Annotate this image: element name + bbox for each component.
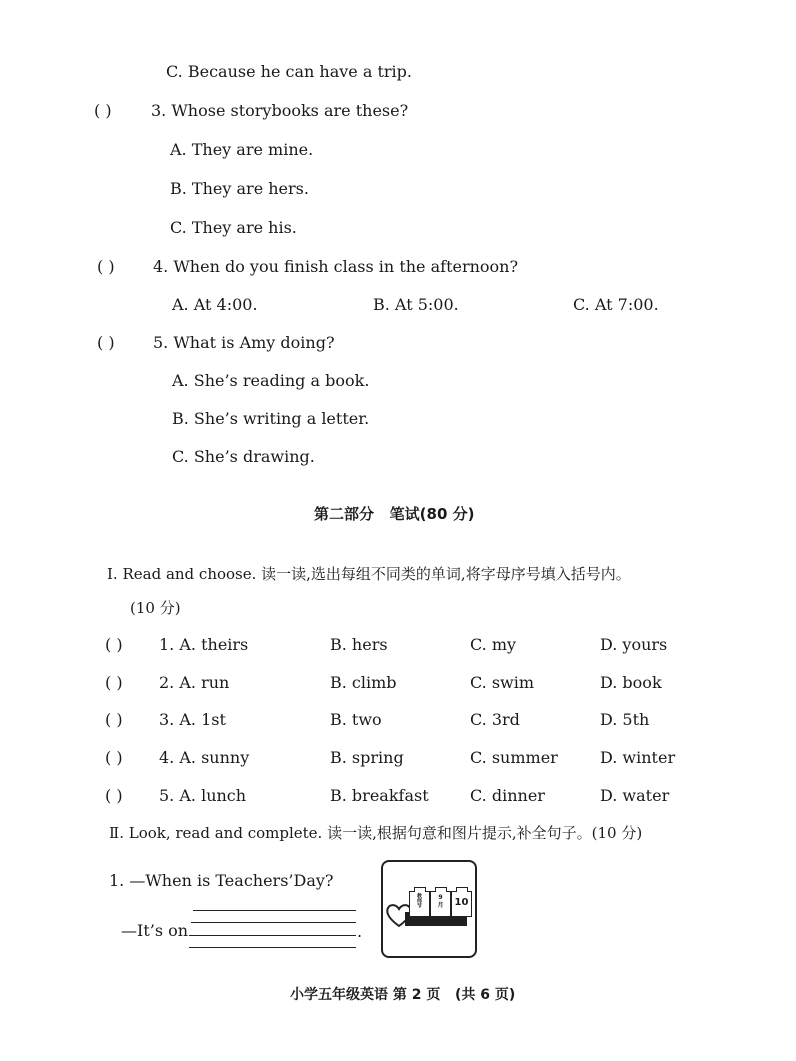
- option-b: B. climb: [330, 673, 397, 692]
- answer-line-2: [191, 922, 356, 923]
- q4-option-b: B. At 5:00.: [373, 295, 459, 314]
- answer-period: .: [357, 922, 363, 941]
- calendar-holiday-label: 教师节: [416, 893, 422, 908]
- calendar-page-month: [430, 891, 451, 917]
- option-b: B. two: [330, 710, 382, 729]
- option-a: 3. A. 1st: [159, 710, 226, 729]
- answer-line-1: [193, 910, 356, 911]
- q4-stem: 4. When do you finish class in the afternoon?: [153, 257, 519, 276]
- option-d: D. yours: [600, 635, 668, 654]
- section1-score: (10 分): [130, 599, 181, 617]
- option-b: B. hers: [330, 635, 388, 654]
- calendar-page-holiday: [409, 891, 430, 917]
- answer-line-3[interactable]: [189, 935, 356, 936]
- q2-option-c: C. Because he can have a trip.: [166, 62, 412, 81]
- calendar-page-day: [451, 891, 472, 917]
- option-b: B. breakfast: [330, 786, 429, 805]
- answer-paren[interactable]: ( ): [105, 710, 123, 729]
- option-d: D. water: [600, 786, 670, 805]
- answer-paren[interactable]: ( ): [105, 635, 123, 654]
- option-a: 2. A. run: [159, 673, 230, 692]
- part-two-title: 第二部分 笔试(80 分): [314, 505, 475, 523]
- option-d: D. winter: [600, 748, 676, 767]
- q3-option-a: A. They are mine.: [170, 140, 314, 159]
- page-footer: 小学五年级英语 第 2 页 (共 6 页): [290, 987, 516, 1003]
- option-d: D. 5th: [600, 710, 650, 729]
- q5-option-a: A. She’s reading a book.: [172, 371, 370, 390]
- q5-option-b: B. She’s writing a letter.: [172, 409, 370, 428]
- q5-answer-paren[interactable]: ( ): [97, 333, 115, 352]
- option-c: C. swim: [470, 673, 535, 692]
- q3-option-b: B. They are hers.: [170, 179, 309, 198]
- option-a: 5. A. lunch: [159, 786, 247, 805]
- option-c: C. dinner: [470, 786, 545, 805]
- option-c: C. my: [470, 635, 517, 654]
- q4-option-a: A. At 4:00.: [172, 295, 258, 314]
- answer-paren[interactable]: ( ): [105, 673, 123, 692]
- option-a: 1. A. theirs: [159, 635, 249, 654]
- answer-paren[interactable]: ( ): [105, 748, 123, 767]
- calendar-month-label: 9 月: [437, 894, 444, 909]
- q4-answer-paren[interactable]: ( ): [97, 257, 115, 276]
- q3-stem: 3. Whose storybooks are these?: [151, 101, 409, 120]
- option-c: C. 3rd: [470, 710, 520, 729]
- section1-heading: Ⅰ. Read and choose. 读一读,选出每组不同类的单词,将字母序号填入括号内。: [107, 565, 631, 583]
- answer-paren[interactable]: ( ): [105, 786, 123, 805]
- calendar-day-label: 10: [454, 897, 469, 908]
- q5-option-c: C. She’s drawing.: [172, 447, 315, 466]
- q3-option-c: C. They are his.: [170, 218, 297, 237]
- answer-line-4: [189, 947, 356, 948]
- option-d: D. book: [600, 673, 662, 692]
- option-c: C. summer: [470, 748, 558, 767]
- q3-answer-paren[interactable]: ( ): [94, 101, 112, 120]
- option-b: B. spring: [330, 748, 404, 767]
- q4-option-c: C. At 7:00.: [573, 295, 659, 314]
- q5-stem: 5. What is Amy doing?: [153, 333, 335, 352]
- section2-heading: Ⅱ. Look, read and complete. 读一读,根据句意和图片提示,补全句子。(10 分): [109, 824, 643, 842]
- option-a: 4. A. sunny: [159, 748, 250, 767]
- section2-q1-question: 1. —When is Teachers’Day?: [109, 871, 334, 890]
- section2-q1-answer-prefix: —It’s on: [121, 921, 189, 940]
- calendar-picture: [381, 860, 477, 958]
